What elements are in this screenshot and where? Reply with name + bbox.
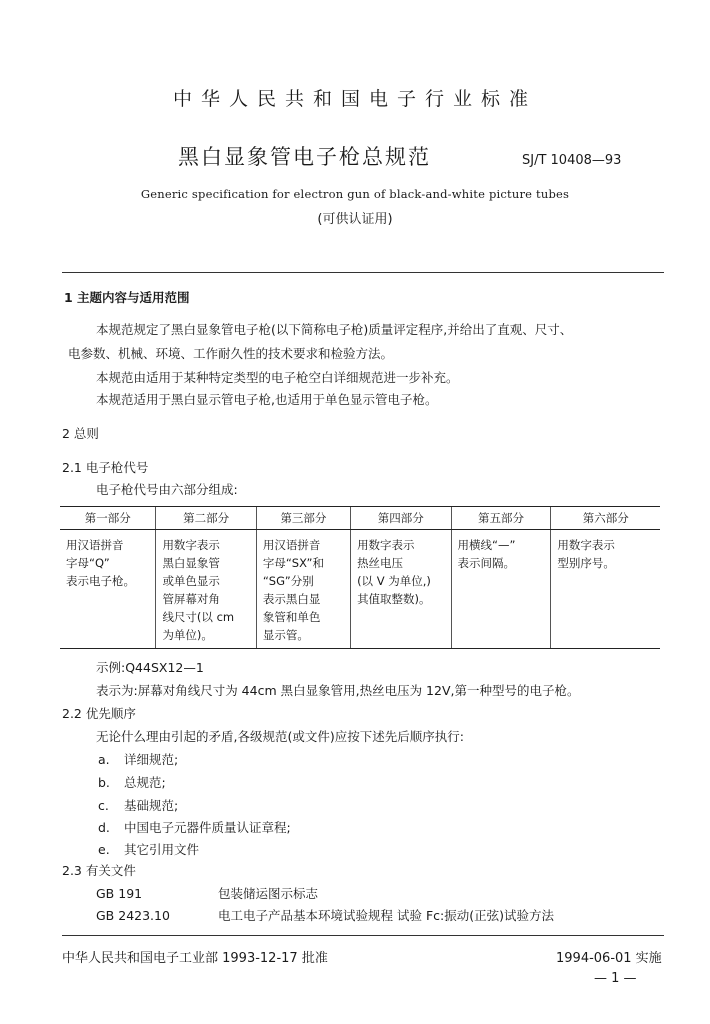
cell-line: 表示电子枪。 xyxy=(66,574,135,588)
priority-item: 其它引用文件 xyxy=(124,842,200,857)
cell-line: 用汉语拼音 xyxy=(262,538,321,552)
priority-letter: b. xyxy=(98,775,110,790)
cell-line: 显示管。 xyxy=(262,628,309,642)
implementation-date: 1994-06-01 实施 xyxy=(556,951,662,966)
priority-item: 总规范; xyxy=(124,775,166,790)
cell-line: 象管和单色 xyxy=(262,610,321,624)
cell-line: 表示间隔。 xyxy=(457,556,516,570)
table-cell xyxy=(351,530,451,649)
reference-title: 电工电子产品基本环境试验规程 试验 Fc:振动(正弦)试验方法 xyxy=(218,908,554,923)
priority-letter: e. xyxy=(98,842,110,857)
document-number: SJ/T 10408—93 xyxy=(522,153,622,168)
section-2-3-heading: 2.3 有关文件 xyxy=(62,863,136,878)
standard-organization: 中华人民共和国电子行业标准 xyxy=(172,88,537,110)
cell-line: 热丝电压 xyxy=(357,556,404,570)
cell-line: 用汉语拼音 xyxy=(66,538,124,552)
section-2-2-heading: 2.2 优先顺序 xyxy=(62,706,136,721)
code-example: 示例:Q44SX12—1 xyxy=(96,660,204,675)
table-header-cell: 第六部分 xyxy=(551,507,660,530)
reference-code: GB 2423.10 xyxy=(96,908,170,923)
section-1-paragraph-2: 本规范由适用于某种特定类型的电子枪空白详细规范进一步补充。 xyxy=(96,370,459,385)
section-1-paragraph-1-line-2: 电参数、机械、环境、工作耐久性的技术要求和检验方法。 xyxy=(68,346,394,361)
cell-line: 用横线“—” xyxy=(457,538,516,552)
priority-item: 详细规范; xyxy=(124,752,179,767)
approval-line: 中华人民共和国电子工业部 1993-12-17 批准 xyxy=(62,951,328,966)
cell-line: 型别序号。 xyxy=(557,556,615,570)
cell-line: 用数字表示 xyxy=(162,538,220,552)
table-header-cell: 第四部分 xyxy=(351,507,451,530)
code-example-description: 表示为:屏幕对角线尺寸为 44cm 黑白显象管用,热丝电压为 12V,第一种型号的电子枪。 xyxy=(96,683,580,698)
cell-line: 用数字表示 xyxy=(357,538,415,552)
cell-line: 用数字表示 xyxy=(557,538,615,552)
cell-line: 黑白显象管 xyxy=(162,556,220,570)
table-cell xyxy=(451,530,551,649)
page-number: — 1 — xyxy=(594,971,637,986)
cell-line: (以 V 为单位,) xyxy=(357,574,431,588)
table-header-cell: 第五部分 xyxy=(451,507,551,530)
gun-code-table xyxy=(60,506,660,649)
priority-letter: d. xyxy=(98,820,110,835)
certification-note: (可供认证用) xyxy=(317,212,393,227)
section-1-paragraph-1-line-1: 本规范规定了黑白显象管电子枪(以下简称电子枪)质量评定程序,并给出了直观、尺寸、 xyxy=(96,322,573,337)
section-2-2-intro: 无论什么理由引起的矛盾,各级规范(或文件)应按下述先后顺序执行: xyxy=(96,729,464,744)
priority-item: 基础规范; xyxy=(124,798,179,813)
table-header-cell: 第二部分 xyxy=(156,507,256,530)
table-header-row xyxy=(60,507,660,530)
table-cell xyxy=(156,530,256,649)
english-title: Generic specification for electron gun of black-and-white picture tubes xyxy=(140,187,570,201)
footer-divider xyxy=(62,935,664,936)
reference-code: GB 191 xyxy=(96,886,143,901)
section-1-paragraph-3: 本规范适用于黑白显示管电子枪,也适用于单色显示管电子枪。 xyxy=(96,392,438,407)
header-divider xyxy=(62,272,664,273)
section-2-heading: 2 总则 xyxy=(62,426,99,441)
cell-line: 为单位)。 xyxy=(162,628,213,642)
table-cell xyxy=(551,530,660,649)
cell-line: 或单色显示 xyxy=(162,574,220,588)
table-cell xyxy=(256,530,350,649)
cell-line: 表示黑白显 xyxy=(262,592,321,606)
table-row xyxy=(60,530,660,649)
cell-line: 线尺寸(以 cm xyxy=(162,610,235,624)
table-header-cell: 第三部分 xyxy=(256,507,350,530)
cell-line: 字母“SX”和 xyxy=(262,556,324,570)
reference-title: 包装储运图示标志 xyxy=(218,886,319,901)
cell-line: 管屏幕对角 xyxy=(162,592,220,606)
cell-line: 其值取整数)。 xyxy=(357,592,431,606)
priority-letter: c. xyxy=(98,798,109,813)
document-title: 黑白显象管电子枪总规范 xyxy=(178,145,431,169)
cell-line: “SG”分别 xyxy=(262,574,314,588)
section-2-1-heading: 2.1 电子枪代号 xyxy=(62,460,149,475)
priority-item: 中国电子元器件质量认证章程; xyxy=(124,820,291,835)
table-cell xyxy=(60,530,156,649)
priority-letter: a. xyxy=(98,752,110,767)
cell-line: 字母“Q” xyxy=(66,556,110,570)
section-1-heading: 1 主题内容与适用范围 xyxy=(64,290,190,305)
table-header-cell: 第一部分 xyxy=(60,507,156,530)
section-2-1-intro: 电子枪代号由六部分组成: xyxy=(96,482,238,497)
